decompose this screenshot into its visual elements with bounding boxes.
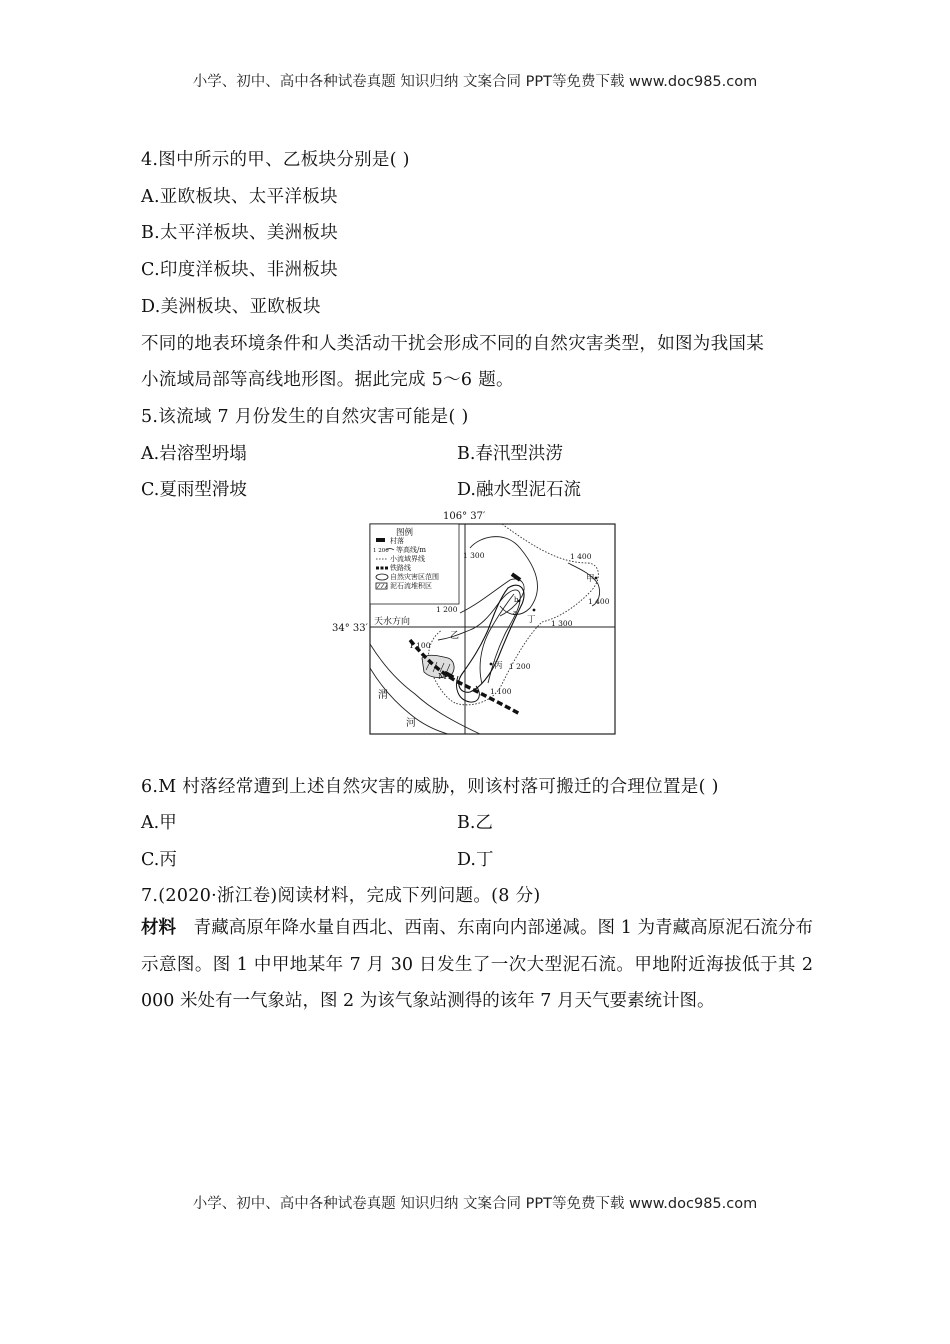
direction-label: 天水方向 bbox=[374, 617, 411, 627]
point-bing-dot bbox=[490, 663, 493, 666]
place-jia: 甲 bbox=[586, 574, 595, 584]
legend-item-debris-area: 泥石流堆积区 bbox=[390, 582, 432, 590]
q4-option-a: A.亚欧板块、太平洋板块 bbox=[141, 187, 338, 207]
q5-option-b: B.春汛型洪涝 bbox=[457, 444, 563, 464]
place-m: M bbox=[438, 672, 447, 682]
intro-line-2: 小流域局部等高线地形图。据此完成 5～6 题。 bbox=[141, 370, 514, 390]
legend-box bbox=[370, 524, 459, 604]
point-ding-dot bbox=[533, 609, 536, 612]
contour-map bbox=[330, 508, 620, 740]
q6-option-a: A.甲 bbox=[141, 813, 177, 833]
q5-option-a: A.岩溶型坍塌 bbox=[141, 444, 247, 464]
page-header: 小学、初中、高中各种试卷真题 知识归纳 文案合同 PPT等免费下载 www.doc985.com bbox=[192, 74, 758, 90]
q4-option-b: B.太平洋板块、美洲板块 bbox=[141, 223, 339, 243]
river-char-2: 河 bbox=[406, 718, 416, 729]
legend-item-boundary: 小流域界线 bbox=[390, 555, 425, 563]
q5-stem: 5.该流域 7 月份发生的自然灾害可能是( ) bbox=[141, 407, 469, 427]
place-a: a bbox=[513, 609, 518, 617]
place-yi: 乙 bbox=[450, 631, 460, 641]
legend-item-hazard-zone: 自然灾害区范围 bbox=[390, 573, 439, 581]
q4-option-c: C.印度洋板块、非洲板块 bbox=[141, 260, 338, 280]
q6-option-c: C.丙 bbox=[141, 850, 177, 870]
intro-line-1: 不同的地表环境条件和人类活动干扰会形成不同的自然灾害类型，如图为我国某 bbox=[141, 334, 764, 354]
contour-label-1300-a: 1 300 bbox=[463, 551, 485, 560]
place-b: b bbox=[514, 596, 519, 604]
contour-label-1200-b: 1 200 bbox=[509, 662, 531, 671]
legend-contour-value: 1 200 bbox=[373, 548, 389, 554]
longitude-label: 106° 37′ bbox=[443, 511, 486, 522]
legend-title: 图例 bbox=[396, 528, 414, 538]
contour-label-1100-a: 1 100 bbox=[409, 641, 431, 650]
material-text: 青藏高原年降水量自西北、西南、东南向内部递减。图 1 为青藏高原泥石流分布示意图。图 1 中甲地某年 7 月 30 日发生了一次大型泥石流。甲地附近海拔低于其 2 000 米处有一气象站，图 2 为该气象站测得的该年 7 月天气要素统计图。 bbox=[141, 918, 813, 1012]
q4-option-d: D.美洲板块、亚欧板块 bbox=[141, 297, 321, 317]
place-bing: 丙 bbox=[494, 661, 503, 671]
contour-label-1100-b: 1 100 bbox=[490, 687, 512, 696]
page-footer: 小学、初中、高中各种试卷真题 知识归纳 文案合同 PPT等免费下载 www.doc985.com bbox=[192, 1196, 758, 1212]
q5-option-d: D.融水型泥石流 bbox=[457, 480, 581, 500]
contour-label-1200-a: 1 200 bbox=[436, 605, 458, 614]
contour-label-1300-b: 1 300 bbox=[551, 619, 573, 628]
latitude-label: 34° 33′ bbox=[332, 623, 368, 634]
q4-stem: 4.图中所示的甲、乙板块分别是( ) bbox=[141, 150, 410, 170]
point-jia-dot bbox=[595, 577, 598, 580]
contour-label-1400-b: 1 400 bbox=[588, 597, 610, 606]
contour-label-1400-a: 1 400 bbox=[570, 552, 592, 561]
river-char-1: 渭 bbox=[378, 690, 388, 701]
place-ding: 丁 bbox=[527, 615, 536, 625]
legend-item-railway: 铁路线 bbox=[390, 564, 411, 572]
legend-item-village: 村落 bbox=[390, 537, 404, 545]
q7-stem: 7.(2020·浙江卷)阅读材料，完成下列问题。(8 分) bbox=[141, 886, 541, 906]
q6-option-b: B.乙 bbox=[457, 813, 493, 833]
q6-option-d: D.丁 bbox=[457, 850, 494, 870]
material-label: 材料 bbox=[141, 918, 177, 938]
legend-item-contour: 等高线/m bbox=[396, 546, 426, 554]
q5-option-c: C.夏雨型滑坡 bbox=[141, 480, 247, 500]
village-symbol bbox=[376, 538, 385, 542]
q7-material bbox=[141, 910, 813, 1020]
q6-stem: 6.M 村落经常遭到上述自然灾害的威胁，则该村落可搬迁的合理位置是( ) bbox=[141, 777, 719, 797]
